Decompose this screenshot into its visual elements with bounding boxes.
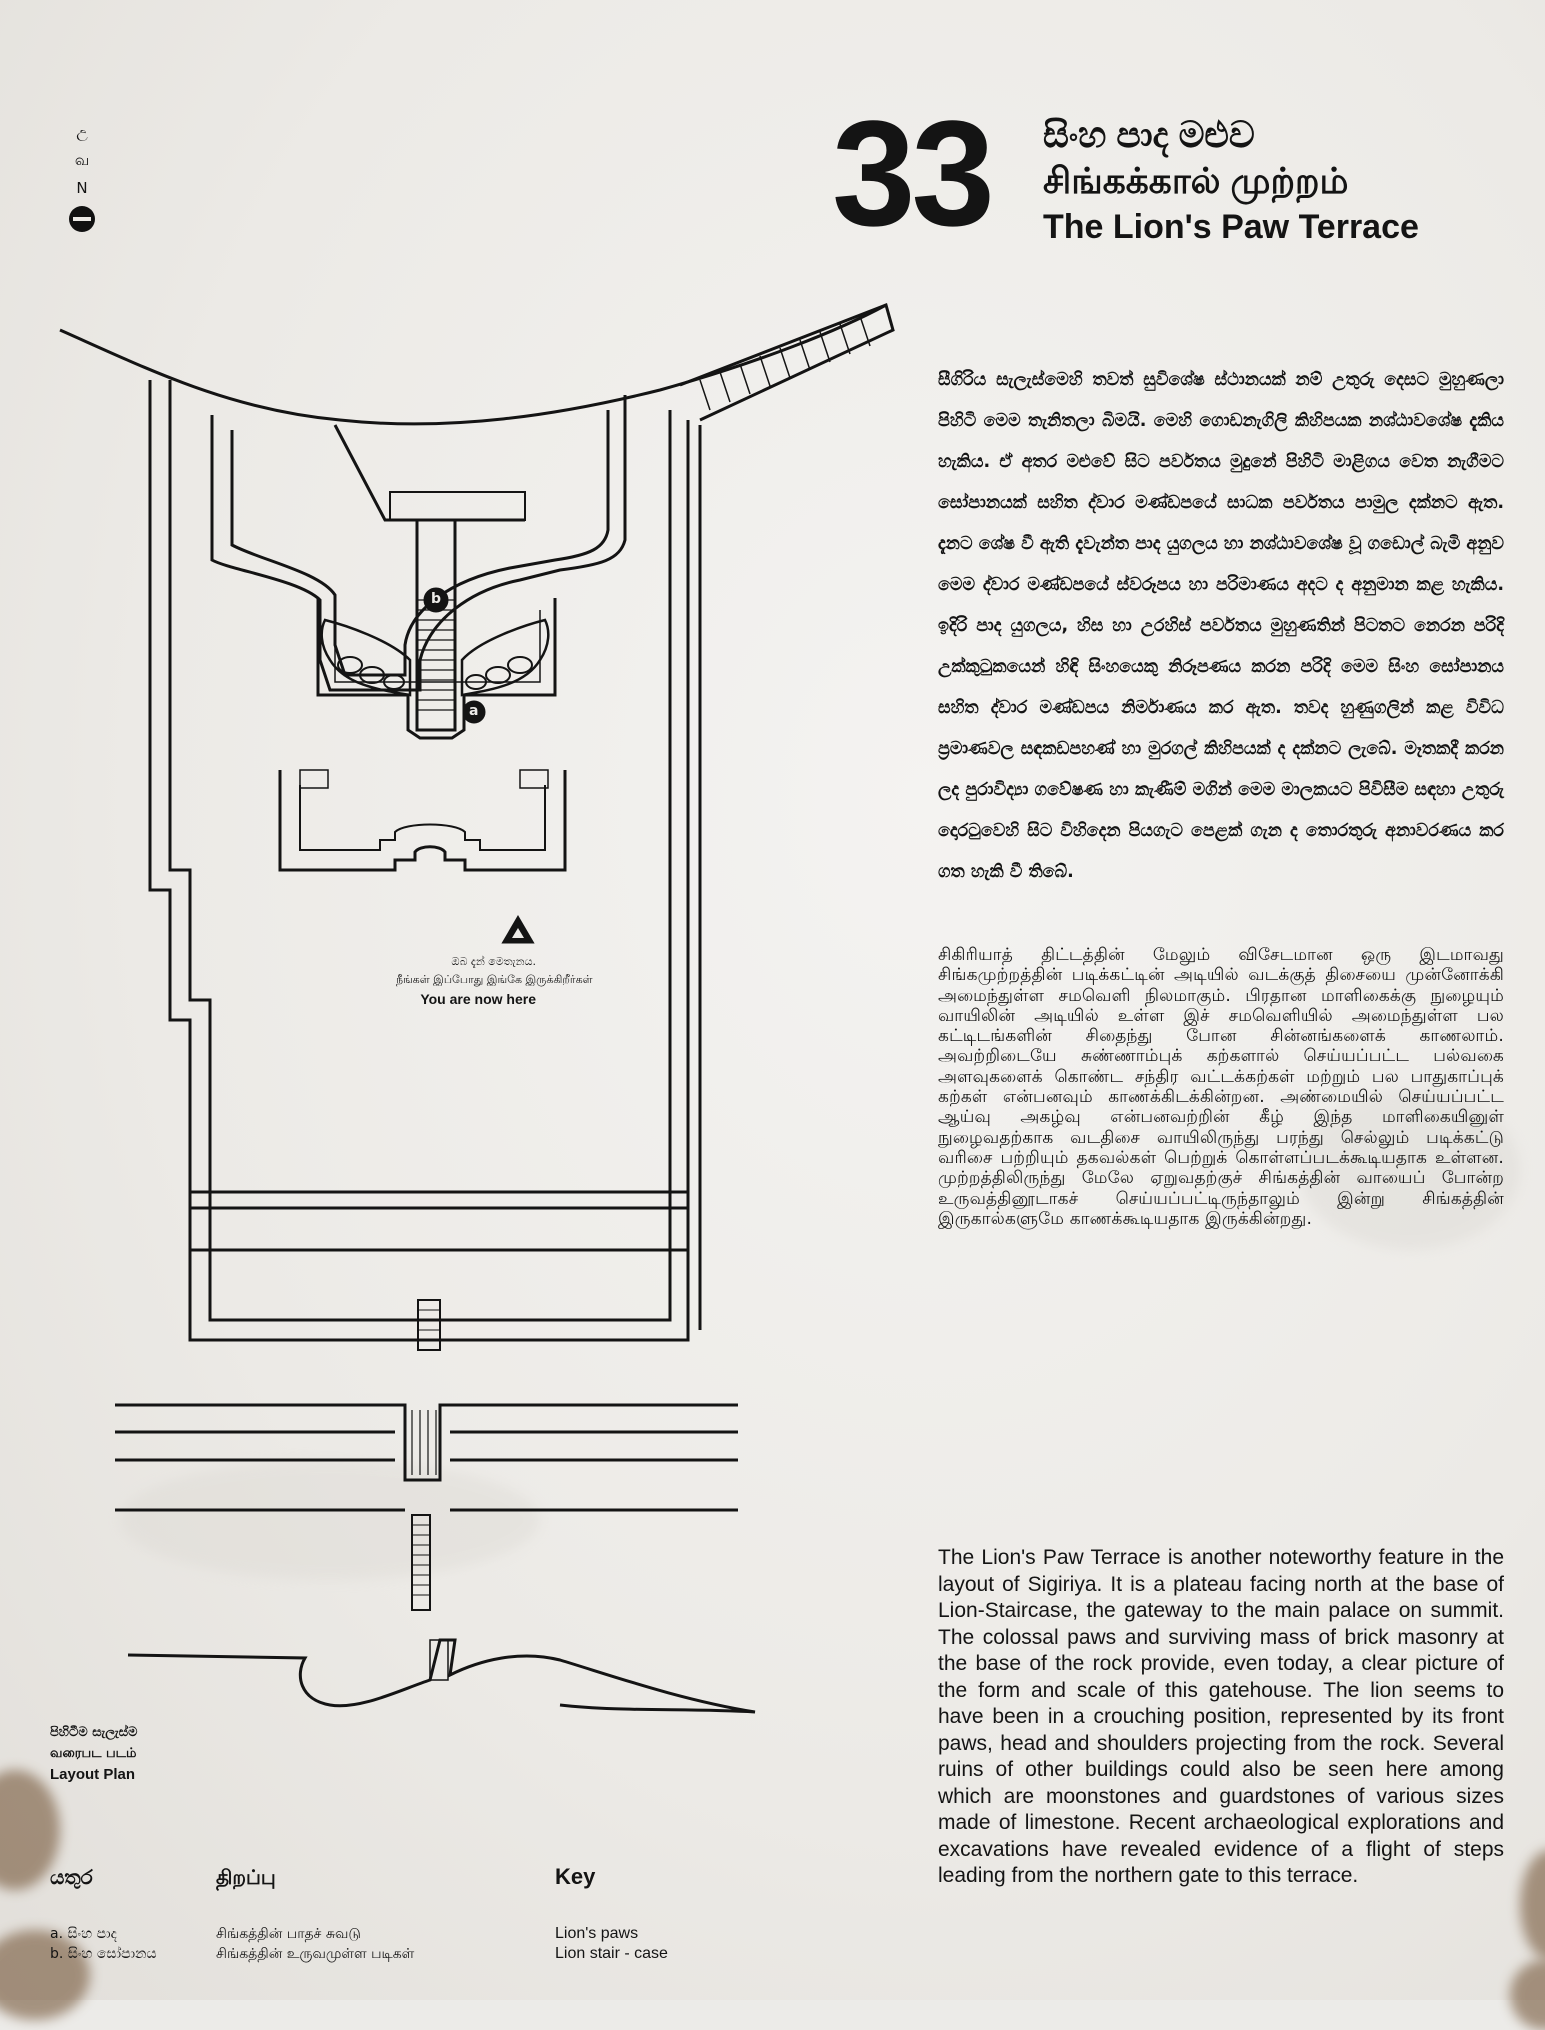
- title-english: The Lion's Paw Terrace: [1043, 208, 1419, 246]
- middle-step: [520, 770, 548, 788]
- key-item: Lion stair - case: [555, 1945, 668, 1962]
- lower-stair-steps: [412, 1410, 436, 1475]
- lion-stair: [417, 520, 455, 730]
- plan-marker-b: b: [431, 591, 442, 607]
- terrace-enclosure: [232, 410, 608, 675]
- lower-stair-rungs: [412, 1525, 430, 1595]
- terrace-gate: [418, 1300, 440, 1350]
- key-item: சிங்கத்தின் உருவமுள்ள படிகள்: [216, 1946, 415, 1962]
- key-sinhala: [50, 1862, 157, 1964]
- key-heading-sinhala: යතුර: [50, 1865, 93, 1889]
- plan-marker-a: a: [469, 703, 479, 719]
- you-are-here-tamil: நீங்கள் இப்போது இங்கே இருக்கிறீர்கள்: [396, 973, 593, 986]
- you-are-here-sinhala: ඔබ දැන් මෙතැනය.: [451, 955, 536, 968]
- station-number: 33: [832, 89, 991, 257]
- terrace-gate-steps: [418, 1310, 440, 1340]
- layout-label-english: Layout Plan: [50, 1766, 136, 1783]
- north-staircase-hatch: [680, 305, 893, 420]
- compass-label: උ: [76, 123, 88, 141]
- lower-stair: [412, 1515, 430, 1610]
- layout-plan-label: [50, 1722, 137, 1785]
- description-tamil: சிகிரியாத் திட்டத்தின் மேலும் விசேடமான ஒரு இடமாவது சிங்கமுற்றத்தின் படிக்கட்டின் அடியில் வடக்குத் திசையை முன்னோக்கி அமைந்துள்ள சமவெளி நிலமாகும். பிரதான மாளிகைக்கு நுழையும் வாயிலின் அடியில் உள்ள இச் சமவெளியில் அமைந்துள்ள பல கட்டிடங்களின் சிதைந்து போன சின்னங்களைக் காணலாம். அவற்றிடையே சுண்ணாம்புக் கற்களால் செய்யப்பட்ட பல்வகை அளவுகளைக் கொண்ட சந்திர வட்டக்கற்கள் மற்றும் பல பாதுகாப்புக் கற்கள் என்பனவும் காணக்கிடக்கின்றன. அண்மையில் செய்யப்பட்ட ஆய்வு அகழ்வு என்பனவற்றின் கீழ் இந்த மாளிகையினுள் நுழைவதற்காக வடதிசை வாயிலிருந்து பரந்து செல்லும் படிக்கட்டு வரிசை பற்றியும் தகவல்கள் பெற்றுக் கொள்ளப்படக்கூடியதாக உள்ளன. முற்றத்திலிருந்து மேலே ஏறுவதற்குச் சிங்கத்தின் வாயைப் போன்ற உருவத்தினூடாகச் செய்யப்பட்டிருந்தாலும் இன்று சிங்கத்தின் இருகால்களுமே காணக்கூடியதாக இருக்கின்றது.: [938, 945, 1504, 1229]
- layout-label-sinhala: පිහිටීම සැලැස්ම: [50, 1725, 138, 1740]
- title-tamil: சிங்கக்கால் முற்றம்: [1043, 160, 1349, 201]
- you-are-here-label: [396, 953, 593, 1009]
- key-heading-english: Key: [555, 1864, 596, 1889]
- key-english: [555, 1862, 668, 1964]
- key-heading-tamil: திறப்பு: [216, 1865, 276, 1889]
- lion-paw-right: [462, 620, 548, 695]
- key-item: சிங்கத்தின் பாதச் சுவடு: [216, 1926, 361, 1942]
- key-item: Lion's paws: [555, 1925, 639, 1942]
- description-sinhala: සීගිරිය සැලැස්මෙහි තවත් සුවිශේෂ ස්ථානයක් නම් උතුරු දෙසට මුහුණලා පිහිටි මෙම තැනිතලා බිමයි. මෙහි ගොඩනැගිලි කිහිපයක නශ්ඨාවශේෂ දැකිය හැකිය. ඒ අතර මළුවේ සිට පර්වතය මුදුනේ පිහිටි මාළිගය වෙත නැගීමට සෝපානයක් සහිත ද්වාර මණ්ඩපයේ සාධක පර්වතය පාමුල දක්නට ඇත. දැනට ශේෂ වී ඇති දැවැන්ත පාද යුගලය හා නශ්ඨාවශේෂ වූ ගඩොල් බැමි අනුව මෙම ද්වාර මණ්ඩපයේ ස්වරූපය හා පරිමාණය අදට ද අනුමාන කළ හැකිය. ඉදිරි පාද යුගලය, හිස හා උරහිස් පර්වතය මුහුණතින් පිටතට නෙරන පරිදි උක්කුටුකයෙන් හිඳි සිංහයෙකු නිරූපණය කරන පරිදි මෙම සිංහ සෝපානය සහිත ද්වාර මණ්ඩපය නිර්මාණය කර ඇත. තවද හුණුගලින් කළ විවිධ ප්‍රමාණවල සඳකඩපහණ් හා මුරගල් කිහිපයක් ද දක්නට ලැබේ. මෑතකදී කරන ලද පුරාවිද්‍යා ගවේෂණ හා කැණීම් මගින් මෙම මාලකයට පිවිසීම සඳහා උතුරු දොරටුවෙහි සිට විහිදෙන පියගැට පෙළක් ගැන ද තොරතුරු අනාවරණය කර ගත හැකි වී තිබේ.: [938, 370, 1504, 882]
- gatehouse-wall: [318, 598, 555, 738]
- paw-toes: [338, 657, 532, 689]
- layout-label-tamil: வரைபட படம்: [50, 1746, 137, 1761]
- key-item: b. සිංහ සෝපානය: [50, 1946, 157, 1962]
- middle-step: [300, 770, 328, 788]
- title-sinhala: සිංහ පාද මළුව: [1043, 114, 1255, 155]
- compass-label: வ: [74, 151, 90, 169]
- upper-platform: [335, 425, 525, 520]
- section-profile: [128, 1640, 755, 1712]
- middle-building: [280, 770, 565, 870]
- key-item: a. සිංහ පාද: [50, 1926, 117, 1942]
- description-english: The Lion's Paw Terrace is another noteworthy feature in the layout of Sigiriya. It is a plateau facing north at the base of Lion-Staircase, the gateway to the main palace on summit. The colossal paws and surviving mass of brick masonry at the base of the rock provide, even today, a clear picture of the form and scale of this gatehouse. The lion seems to have been in a crouching position, represented by its front paws, head and shoulders projecting from the rock. Several ruins of other buildings could also be seen here among which are moonstones and guardstones of various sizes made of limestone. Recent archaeological explorations and excavations have revealed evidence of a flight of steps leading from the northern gate to this terrace.: [938, 1546, 1504, 1887]
- middle-building: [300, 785, 545, 850]
- lower-lines: [115, 1405, 738, 1480]
- upper-step-block: [390, 492, 525, 520]
- you-are-here-english: You are now here: [420, 991, 536, 1007]
- outer-wall: [445, 410, 670, 1320]
- compass-label: N: [76, 179, 88, 197]
- terrace-band: [190, 1192, 688, 1250]
- key-tamil: [216, 1862, 414, 1964]
